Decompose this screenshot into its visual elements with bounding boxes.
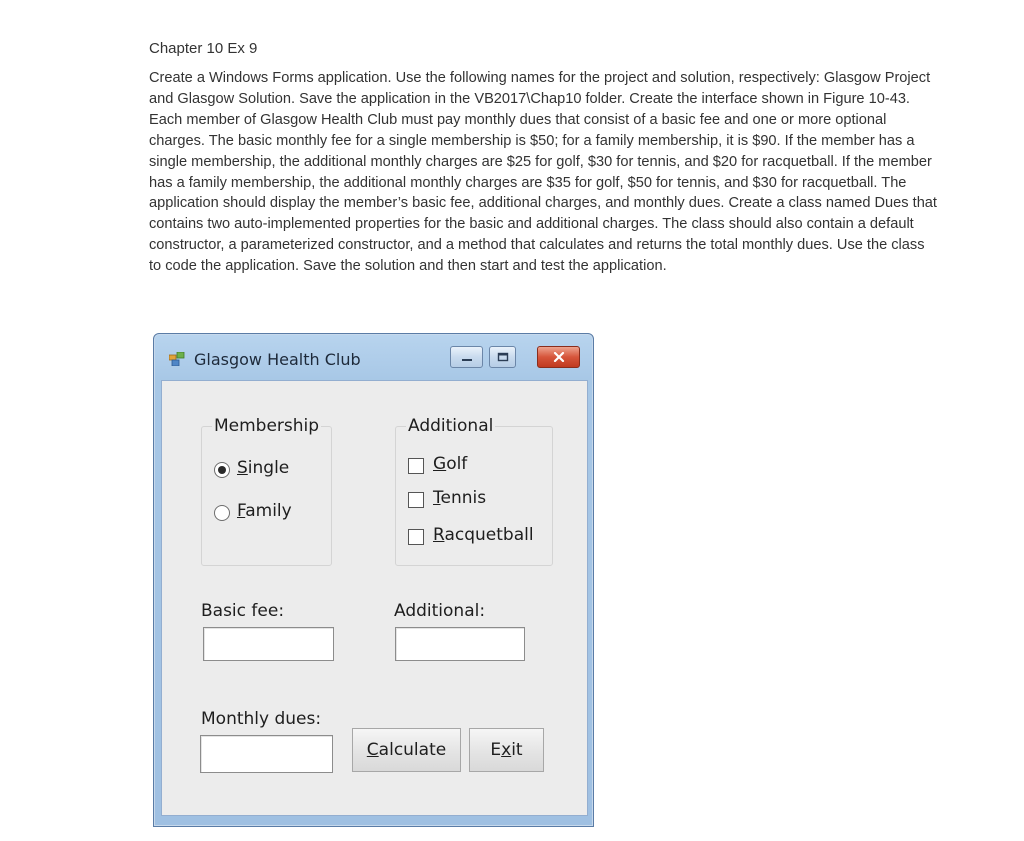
window-titlebar[interactable]	[154, 334, 593, 380]
racquetball-checkbox[interactable]	[408, 529, 424, 545]
close-icon	[553, 352, 565, 362]
single-radio-label[interactable]: Single	[237, 458, 290, 478]
additional-label: Additional:	[394, 601, 486, 621]
additional-groupbox	[395, 416, 553, 566]
family-radio[interactable]	[214, 505, 230, 521]
exercise-instructions: Create a Windows Forms application. Use the following names for the project and solution, respectively: Glasgow Project and Glasgow Solution. Save the application in the VB2017\Chap10 folder. Create the interface shown in Figure 10-43. Each member of Glasgow Health Club must pay monthly dues that consist of a basic fee and one or more optional charges. The basic monthly fee for a single membership is $50; for a family membership, it is $90. If the member has a single membership, the additional monthly charges are $25 for golf, $30 for tennis, and $20 for racquetball. If the member has a family membership, the additional monthly charges are $35 for golf, $50 for tennis, and $30 for racquetball. The application should display the member’s basic fee, additional charges, and monthly dues. Create a class named Dues that contains two auto-implemented properties for the basic and additional charges. The class should also contain a default constructor, a parameterized constructor, and a method that calculates and returns the total monthly dues. Use the class to code the application. Save the solution and then start and test the application.	[149, 70, 937, 275]
window-title: Glasgow Health Club	[194, 350, 361, 369]
additional-legend: Additional	[408, 416, 494, 436]
glasgow-health-club-window	[153, 333, 594, 827]
monthly-dues-textbox[interactable]	[200, 735, 333, 773]
application-form-icon	[169, 352, 185, 366]
golf-checkbox[interactable]	[408, 458, 424, 474]
single-radio[interactable]	[214, 462, 230, 478]
minimize-button[interactable]	[450, 346, 483, 368]
form-client-area	[161, 380, 588, 816]
basic-fee-textbox[interactable]	[203, 627, 334, 661]
golf-checkbox-label[interactable]: Golf	[433, 454, 468, 474]
chapter-title: Chapter 10 Ex 9	[149, 40, 258, 57]
minimize-icon	[461, 353, 473, 363]
monthly-dues-label: Monthly dues:	[201, 709, 322, 729]
family-radio-label[interactable]: Family	[237, 501, 292, 521]
membership-groupbox	[201, 416, 332, 566]
close-button[interactable]	[537, 346, 580, 368]
calculate-button[interactable]: Calculate	[352, 728, 461, 772]
basic-fee-label: Basic fee:	[201, 601, 285, 621]
maximize-button[interactable]	[489, 346, 516, 368]
tennis-checkbox[interactable]	[408, 492, 424, 508]
maximize-icon	[497, 352, 509, 362]
exit-button[interactable]: Exit	[469, 728, 544, 772]
additional-textbox[interactable]	[395, 627, 525, 661]
membership-legend: Membership	[214, 416, 320, 436]
racquetball-checkbox-label[interactable]: Racquetball	[433, 525, 534, 545]
tennis-checkbox-label[interactable]: Tennis	[433, 488, 487, 508]
